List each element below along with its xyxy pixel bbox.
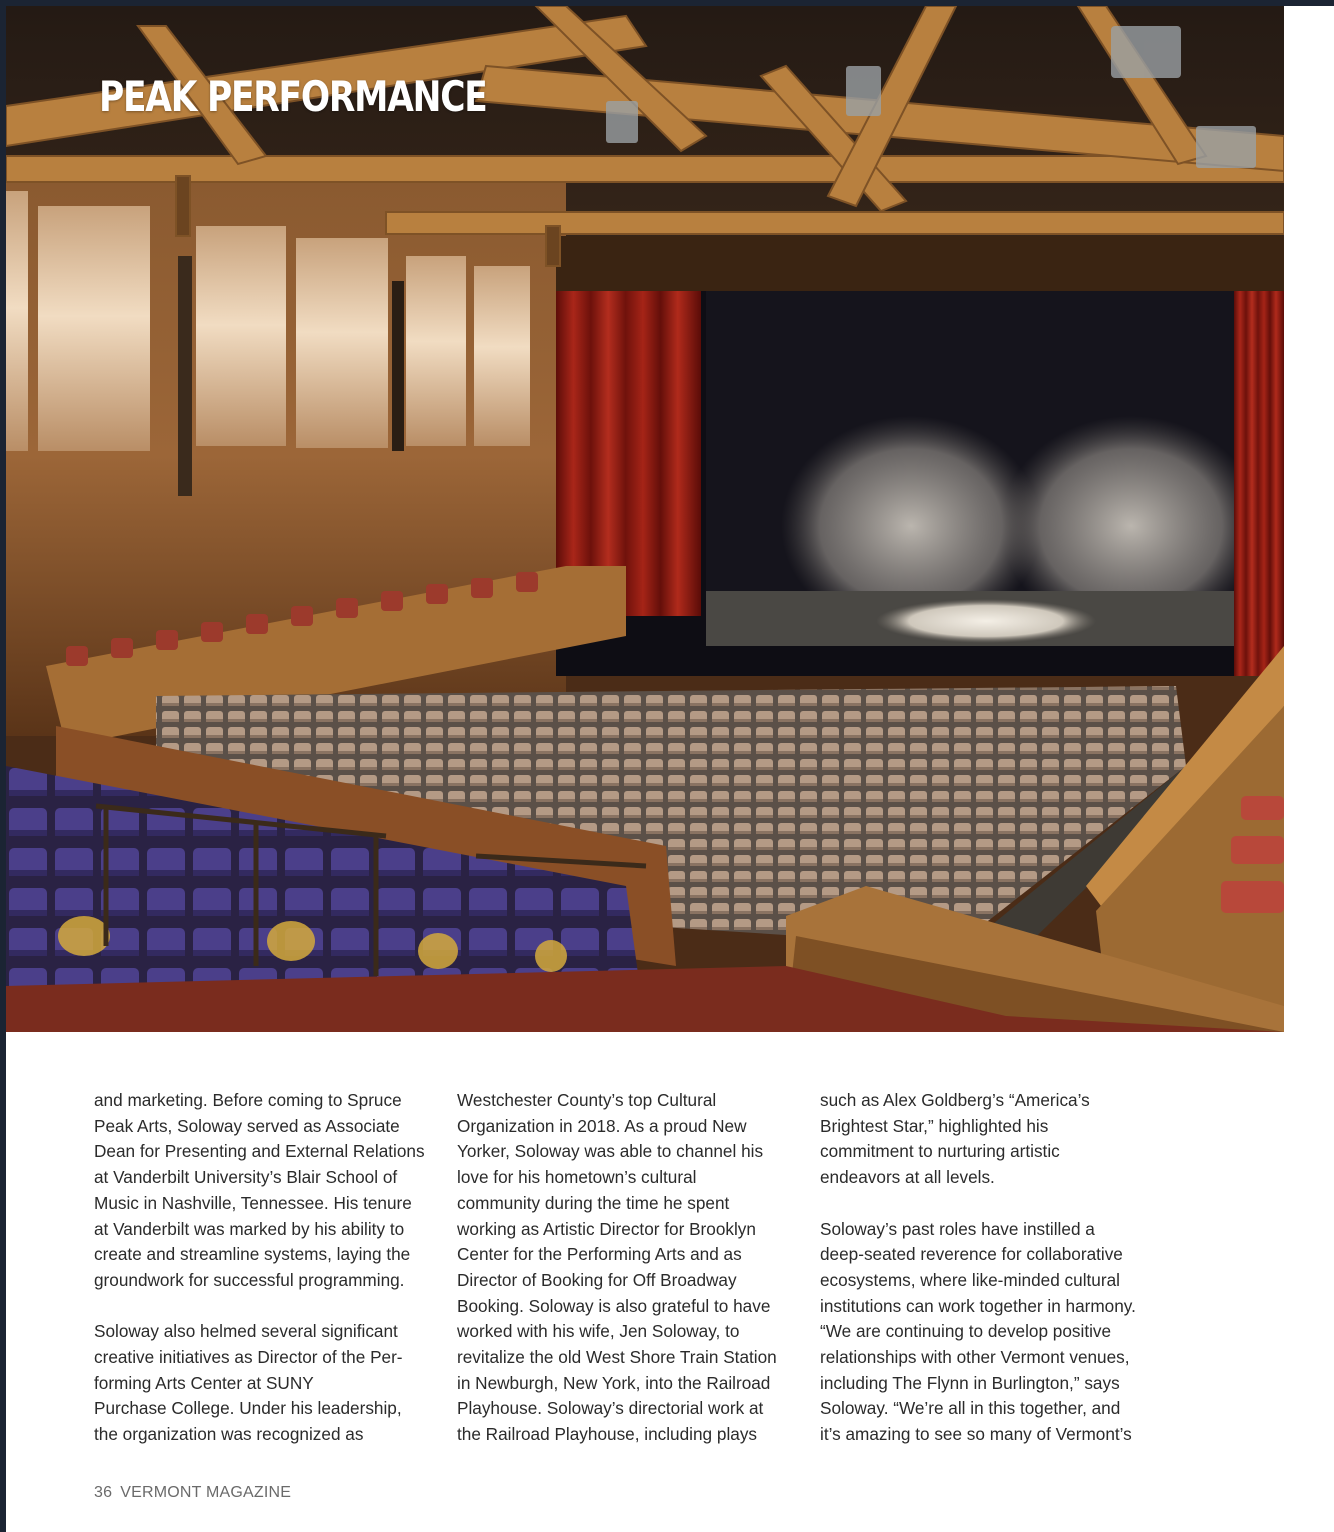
text-line: Purchase College. Under his leadership, xyxy=(94,1398,402,1419)
text-line: creative initiatives as Director of the Per- xyxy=(94,1347,403,1368)
text-line: Booking. Soloway is also grateful to have xyxy=(457,1295,771,1316)
page-footer xyxy=(94,1484,291,1502)
stage-curtain-right xyxy=(1234,236,1284,676)
article-column-1 xyxy=(94,1088,444,1448)
text-line: it’s amazing to see so many of Vermont’s xyxy=(820,1424,1132,1445)
page-number: 36 xyxy=(94,1484,113,1501)
text-line: Soloway also helmed several significant xyxy=(94,1321,398,1342)
text-line: Director of Booking for Off Broadway xyxy=(457,1269,737,1290)
text-line: including The Flynn in Burlington,” says xyxy=(820,1372,1120,1393)
text-line: Center for the Performing Arts and as xyxy=(457,1244,742,1265)
text-line: ecosystems, where like-minded cultural xyxy=(820,1269,1120,1290)
paragraph xyxy=(94,1319,444,1448)
theater-illustration xyxy=(6,6,1284,1032)
text-line: Playhouse. Soloway’s directorial work at xyxy=(457,1398,764,1419)
text-line: and marketing. Before coming to Spruce xyxy=(94,1090,402,1110)
text-line: Soloway’s past roles have instilled a xyxy=(820,1218,1095,1239)
text-line: worked with his wife, Jen Soloway, to xyxy=(457,1321,740,1342)
text-line: at Vanderbilt was marked by his ability to xyxy=(94,1218,405,1239)
text-line: relationships with other Vermont venues, xyxy=(820,1347,1130,1368)
text-line: the Railroad Playhouse, including plays xyxy=(457,1424,758,1445)
text-line: institutions can work together in harmony. xyxy=(820,1295,1136,1316)
text-line: Westchester County’s top Cultural xyxy=(457,1090,717,1110)
theater-photo xyxy=(6,6,1284,1032)
text-line: commitment to nurturing artistic xyxy=(820,1141,1060,1162)
text-line: Organization in 2018. As a proud New xyxy=(457,1115,747,1136)
text-line: in Newburgh, New York, into the Railroad xyxy=(457,1372,771,1393)
paragraph xyxy=(94,1088,444,1294)
text-line: “We are continuing to develop positive xyxy=(820,1321,1112,1342)
text-line: Dean for Presenting and External Relations xyxy=(94,1141,425,1162)
text-line: community during the time he spent xyxy=(457,1192,730,1213)
article-column-2 xyxy=(457,1088,807,1448)
text-line: the organization was recognized as xyxy=(94,1424,364,1445)
paragraph xyxy=(457,1088,807,1448)
text-line: love for his hometown’s cultural xyxy=(457,1167,697,1188)
text-line: groundwork for successful programming. xyxy=(94,1269,405,1290)
article-column-3 xyxy=(820,1088,1170,1448)
text-line: Brightest Star,” highlighted his xyxy=(820,1115,1049,1136)
text-line: at Vanderbilt University’s Blair School of xyxy=(94,1167,398,1188)
text-line: revitalize the old West Shore Train Station xyxy=(457,1347,777,1368)
paragraph xyxy=(820,1217,1170,1448)
paragraph xyxy=(820,1088,1170,1191)
text-line: such as Alex Goldberg’s “America’s xyxy=(820,1090,1090,1110)
text-line: Peak Arts, Soloway served as Associate xyxy=(94,1115,400,1136)
text-line: Music in Nashville, Tennessee. His tenure xyxy=(94,1192,412,1213)
text-line: deep-seated reverence for collaborative xyxy=(820,1244,1123,1265)
text-line: Soloway. “We’re all in this together, and xyxy=(820,1398,1121,1419)
text-line: working as Artistic Director for Brooklyn xyxy=(457,1218,756,1239)
headline: PEAK PERFORMANCE xyxy=(99,72,487,121)
text-line: forming Arts Center at SUNY xyxy=(94,1372,314,1393)
text-line: endeavors at all levels. xyxy=(820,1167,995,1188)
text-line: create and streamline systems, laying the xyxy=(94,1244,411,1265)
text-line: Yorker, Soloway was able to channel his xyxy=(457,1141,764,1162)
publication-name: VERMONT MAGAZINE xyxy=(120,1484,292,1501)
